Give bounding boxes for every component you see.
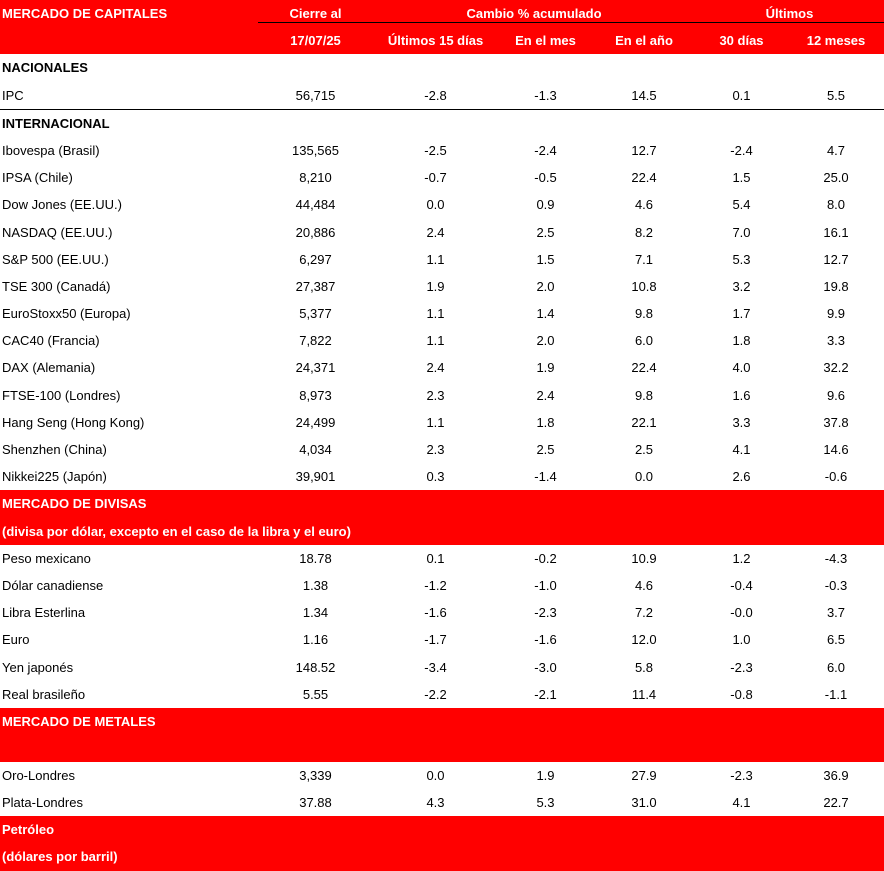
row-label: NASDAQ (EE.UU.) xyxy=(2,224,113,240)
cell-m12: 37.8 xyxy=(823,414,849,430)
cell-d30: 0.1 xyxy=(732,87,751,103)
col-header-30d: 30 días xyxy=(719,33,764,49)
divisas-heading: MERCADO DE DIVISAS xyxy=(0,490,884,517)
table-row xyxy=(0,273,884,300)
capital-market-title: MERCADO DE CAPITALES xyxy=(2,6,168,21)
cell-close: 5,377 xyxy=(299,306,332,322)
cell-m12: 8.0 xyxy=(826,197,846,213)
cell-month: 0.9 xyxy=(536,197,555,213)
cell-year: 7.1 xyxy=(634,251,654,267)
cell-year: 2.5 xyxy=(634,442,654,457)
cell-d30: 1.2 xyxy=(732,550,751,566)
cell-close: 56,715 xyxy=(295,87,336,103)
cell-month: -1.3 xyxy=(534,87,557,103)
cell-year: 11.4 xyxy=(631,686,657,702)
cell-month: 2.0 xyxy=(536,333,555,349)
internacional-heading: INTERNACIONAL xyxy=(2,115,110,131)
cell-year: 4.6 xyxy=(634,577,654,593)
row-label: DAX (Alemania) xyxy=(2,360,96,376)
cell-close: 4,034 xyxy=(299,442,332,457)
cell-m12: 3.7 xyxy=(826,605,846,621)
cell-d15: 2.4 xyxy=(426,360,445,376)
cell-d15: 0.0 xyxy=(426,767,445,783)
cell-month: -2.1 xyxy=(534,686,557,702)
cell-m12: 12.7 xyxy=(823,251,849,267)
cell-close: 24,499 xyxy=(295,414,336,430)
cell-d30: -0.4 xyxy=(730,577,753,593)
cell-d15: 0.1 xyxy=(426,550,445,566)
cell-m12: -0.3 xyxy=(824,577,848,593)
cell-d15: 1.1 xyxy=(426,333,445,349)
cell-m12: 6.0 xyxy=(826,659,846,675)
table-row xyxy=(0,191,884,218)
cell-d30: 4.0 xyxy=(732,360,751,376)
table-row xyxy=(0,164,884,191)
cell-d15: -1.6 xyxy=(424,605,447,621)
cell-month: 5.3 xyxy=(536,795,555,811)
cell-m12: 6.5 xyxy=(826,632,846,648)
cell-close: 135,565 xyxy=(292,142,339,158)
cell-d30: 1.0 xyxy=(732,632,751,648)
petroleo-subtitle: (dólares por barril) xyxy=(0,843,884,870)
cell-month: 2.5 xyxy=(536,224,555,240)
row-label: IPSA (Chile) xyxy=(2,170,73,186)
cell-close: 5.55 xyxy=(302,686,329,702)
row-label: Hang Seng (Hong Kong) xyxy=(2,414,145,430)
cell-d15: -0.7 xyxy=(424,170,447,186)
row-label: IPC xyxy=(2,87,24,103)
cell-d30: 1.5 xyxy=(732,170,751,186)
cell-m12: -4.3 xyxy=(824,550,848,566)
cell-close: 7,822 xyxy=(299,333,332,349)
cell-close: 1.38 xyxy=(302,577,329,593)
metales-heading xyxy=(0,708,884,762)
cell-year: 7.2 xyxy=(634,605,654,621)
cell-d15: 1.9 xyxy=(426,278,445,294)
cell-d15: 1.1 xyxy=(426,306,445,322)
cell-d15: 2.3 xyxy=(426,442,445,457)
cell-d15: -2.8 xyxy=(424,87,447,103)
cell-d30: -0.8 xyxy=(730,686,753,702)
change-label: Cambio % acumulado xyxy=(373,0,695,27)
cell-month: 2.4 xyxy=(536,387,555,403)
cell-d30: 3.3 xyxy=(732,414,751,430)
table-row xyxy=(0,382,884,409)
cell-year: 4.6 xyxy=(634,197,654,213)
cell-month: -2.3 xyxy=(534,605,557,621)
cell-year: 5.8 xyxy=(634,659,654,675)
row-label: FTSE-100 (Londres) xyxy=(2,387,121,403)
cell-d30: -2.3 xyxy=(730,659,753,675)
row-label: Oro-Londres xyxy=(2,767,75,783)
cell-close: 37.88 xyxy=(299,795,332,811)
cell-month: 1.4 xyxy=(536,306,555,322)
close-label: Cierre al xyxy=(258,0,373,27)
table-row xyxy=(0,599,884,626)
divisas-subtitle: (divisa por dólar, excepto en el caso de la libra y el euro) xyxy=(0,518,884,545)
cell-year: 22.1 xyxy=(631,414,657,430)
header-row-2 xyxy=(0,27,884,54)
cell-year: 14.5 xyxy=(631,87,657,103)
cell-d15: 0.0 xyxy=(426,197,445,213)
cell-close: 24,371 xyxy=(295,360,336,376)
table-row xyxy=(0,219,884,246)
row-label: Dólar canadiense xyxy=(2,577,104,593)
row-label: EuroStoxx50 (Europa) xyxy=(2,306,131,322)
petroleo-heading: Petróleo xyxy=(0,816,884,843)
cell-close: 27,387 xyxy=(295,278,336,294)
cell-m12: -1.1 xyxy=(824,686,848,702)
cell-month: -1.0 xyxy=(534,577,557,593)
table-row xyxy=(0,681,884,708)
last-label: Últimos xyxy=(695,0,884,27)
cell-d30: 2.6 xyxy=(732,469,751,485)
table-row xyxy=(0,463,884,490)
cell-d30: 4.1 xyxy=(732,442,751,457)
cell-m12: 25.0 xyxy=(823,170,849,186)
cell-m12: 4.7 xyxy=(826,142,846,158)
cell-m12: 32.2 xyxy=(823,360,849,376)
cell-d15: 1.1 xyxy=(426,414,445,430)
cell-month: 1.9 xyxy=(536,767,555,783)
cell-close: 39,901 xyxy=(295,469,336,485)
cell-d15: -3.4 xyxy=(424,659,447,675)
cell-month: -3.0 xyxy=(534,659,557,675)
cell-d30: 1.8 xyxy=(732,333,751,349)
cell-m12: 22.7 xyxy=(823,795,849,811)
table-row xyxy=(0,300,884,327)
row-label: Shenzhen (China) xyxy=(2,442,107,457)
header-row-1 xyxy=(0,0,884,27)
cell-d30: -0.0 xyxy=(730,605,753,621)
cell-d15: 2.3 xyxy=(426,387,445,403)
cell-close: 18.78 xyxy=(299,550,332,566)
cell-month: 2.0 xyxy=(536,278,555,294)
cell-d15: 2.4 xyxy=(426,224,445,240)
cell-m12: 3.3 xyxy=(826,333,846,349)
row-label: Real brasileño xyxy=(2,686,86,702)
cell-d30: 3.2 xyxy=(732,278,751,294)
cell-close: 44,484 xyxy=(295,197,336,213)
row-label: Yen japonés xyxy=(2,659,74,675)
table-row xyxy=(0,626,884,653)
col-header-15d: Últimos 15 días xyxy=(387,33,484,49)
row-label: Ibovespa (Brasil) xyxy=(2,142,100,158)
cell-year: 0.0 xyxy=(634,469,654,485)
close-date: 17/07/25 xyxy=(290,33,341,49)
cell-d15: -1.2 xyxy=(424,577,447,593)
cell-year: 6.0 xyxy=(634,333,654,349)
cell-month: 1.9 xyxy=(536,360,555,376)
cell-month: -0.2 xyxy=(534,550,557,566)
cell-month: 2.5 xyxy=(536,442,555,457)
cell-d15: -2.5 xyxy=(424,142,447,158)
header-spacer xyxy=(0,27,258,54)
cell-month: -0.5 xyxy=(534,170,557,186)
row-label: Dow Jones (EE.UU.) xyxy=(2,197,122,213)
cell-year: 12.0 xyxy=(631,632,657,648)
table-row xyxy=(0,137,884,164)
cell-year: 10.9 xyxy=(631,550,657,566)
cell-year: 27.9 xyxy=(631,767,657,783)
cell-d15: 0.3 xyxy=(426,469,445,485)
cell-close: 3,339 xyxy=(299,767,332,783)
cell-d30: 1.6 xyxy=(732,387,751,403)
cell-m12: 9.6 xyxy=(826,387,846,403)
row-label: Peso mexicano xyxy=(2,550,91,566)
cell-close: 20,886 xyxy=(295,224,336,240)
cell-year: 22.4 xyxy=(631,170,657,186)
cell-m12: 5.5 xyxy=(826,87,846,103)
row-label: S&P 500 (EE.UU.) xyxy=(2,251,109,267)
cell-d30: 5.4 xyxy=(732,197,751,213)
table-row xyxy=(0,354,884,381)
cell-year: 31.0 xyxy=(631,795,657,811)
cell-month: 1.5 xyxy=(536,251,555,267)
cell-year: 9.8 xyxy=(634,387,654,403)
col-header-12m: 12 meses xyxy=(806,33,866,49)
cell-d15: -2.2 xyxy=(424,686,447,702)
cell-month: -1.4 xyxy=(534,469,557,485)
cell-d15: 4.3 xyxy=(426,795,445,811)
cell-month: 1.8 xyxy=(536,414,555,430)
nacionales-heading: NACIONALES xyxy=(2,60,88,76)
table-row xyxy=(0,789,884,816)
cell-d30: -2.4 xyxy=(730,142,753,158)
table-row xyxy=(0,654,884,681)
row-label: CAC40 (Francia) xyxy=(2,333,100,349)
table-row xyxy=(0,327,884,354)
table-row xyxy=(0,82,884,110)
cell-close: 1.34 xyxy=(302,605,329,621)
col-header-month: En el mes xyxy=(515,33,576,49)
cell-close: 148.52 xyxy=(295,659,336,675)
cell-m12: -0.6 xyxy=(824,469,848,485)
cell-m12: 16.1 xyxy=(823,224,849,240)
row-label: Libra Esterlina xyxy=(2,605,86,621)
cell-m12: 36.9 xyxy=(823,767,849,783)
cell-d15: 1.1 xyxy=(426,251,445,267)
row-label: Plata-Londres xyxy=(2,795,83,811)
row-label: Nikkei225 (Japón) xyxy=(2,469,107,485)
cell-d30: 1.7 xyxy=(732,306,751,322)
cell-month: -1.6 xyxy=(534,632,557,648)
row-label: Euro xyxy=(2,632,30,648)
cell-m12: 14.6 xyxy=(823,442,849,457)
metales-title: MERCADO DE METALES xyxy=(2,713,156,729)
cell-d30: -2.3 xyxy=(730,767,753,783)
cell-close: 8,973 xyxy=(299,387,332,403)
col-header-year: En el año xyxy=(615,33,673,49)
cell-m12: 9.9 xyxy=(826,306,846,322)
cell-year: 8.2 xyxy=(634,224,654,240)
cell-close: 6,297 xyxy=(299,251,332,267)
cell-month: -2.4 xyxy=(534,142,557,158)
table-row xyxy=(0,409,884,436)
row-label: TSE 300 (Canadá) xyxy=(2,278,111,294)
table-row xyxy=(0,436,884,463)
table-row xyxy=(0,762,884,789)
cell-d30: 7.0 xyxy=(732,224,751,240)
cell-m12: 19.8 xyxy=(823,278,849,294)
table-row xyxy=(0,545,884,572)
cell-close: 8,210 xyxy=(299,170,332,186)
table-row xyxy=(0,572,884,599)
cell-d15: -1.7 xyxy=(424,632,447,648)
cell-year: 22.4 xyxy=(631,360,657,376)
table-row xyxy=(0,246,884,273)
cell-d30: 5.3 xyxy=(732,251,751,267)
cell-d30: 4.1 xyxy=(732,795,751,811)
cell-year: 9.8 xyxy=(634,306,654,322)
cell-year: 12.7 xyxy=(631,142,657,158)
cell-close: 1.16 xyxy=(302,632,329,648)
cell-year: 10.8 xyxy=(631,278,657,294)
